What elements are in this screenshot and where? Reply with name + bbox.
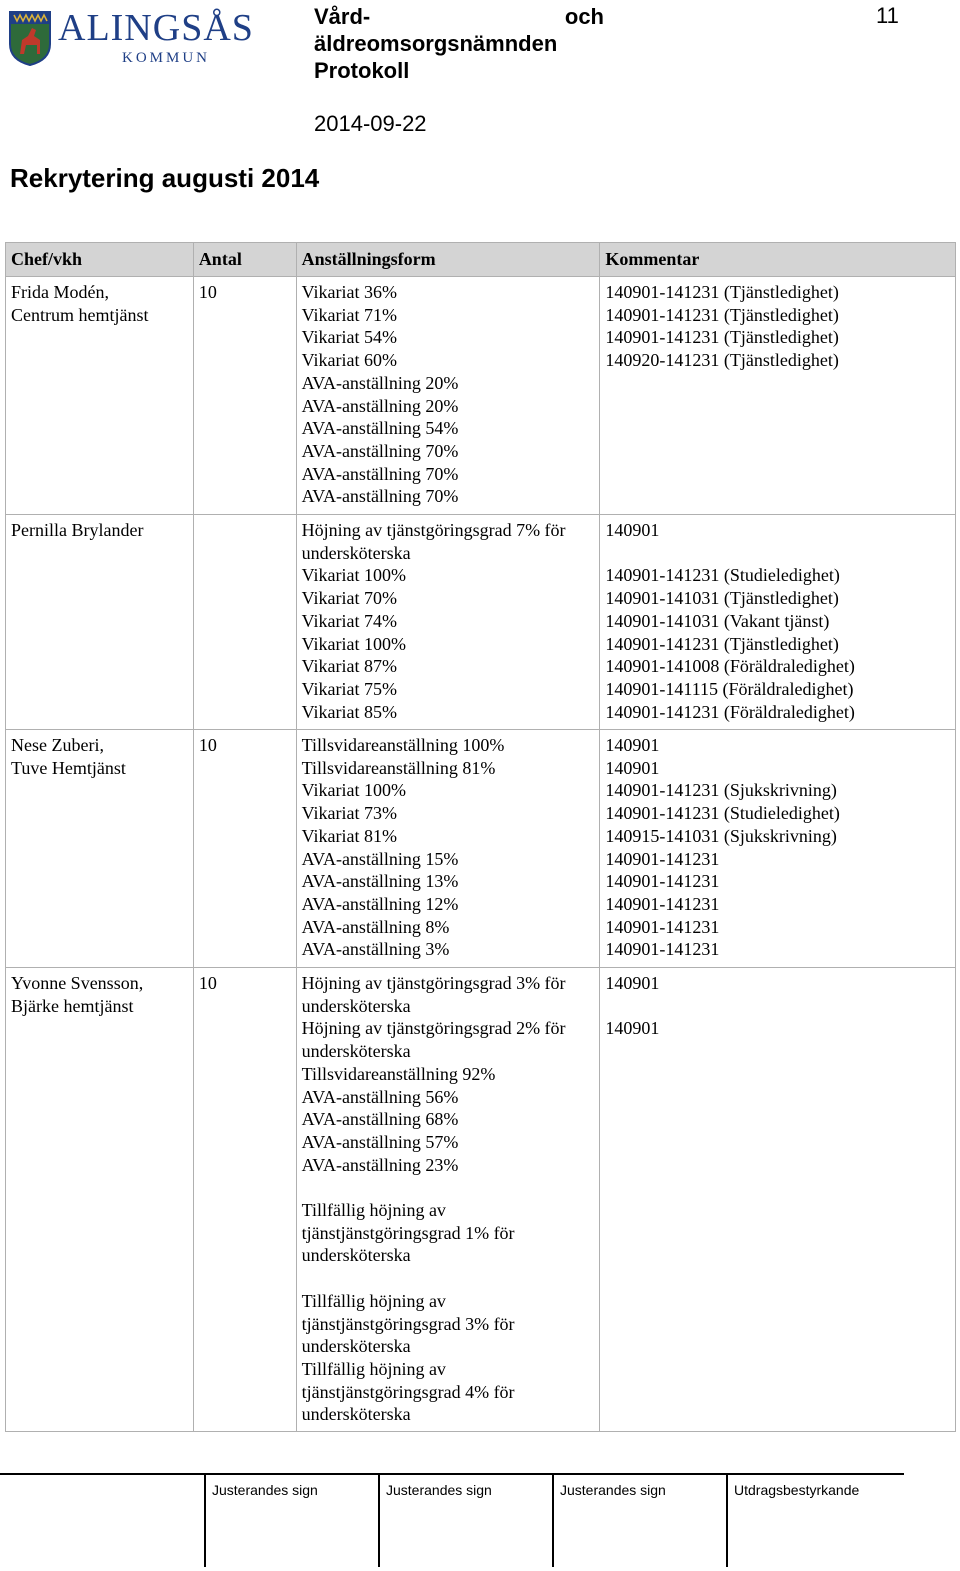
- employment-item: Tillsvidareanställning 92%: [301, 1063, 496, 1084]
- employment-item: Vikariat 100%: [301, 565, 406, 586]
- signature-box: [378, 1475, 492, 1567]
- employment-item: Höjning av tjänstgöringsgrad 3% för undersköterska: [301, 973, 566, 1016]
- table-row: [6, 730, 956, 968]
- municipality-logo: [8, 6, 278, 66]
- cell-chef: [6, 515, 194, 730]
- comment-item: 140901-141231 (Sjukskrivning): [605, 780, 837, 801]
- employment-item: AVA-anställning 3%: [301, 939, 450, 960]
- cell-antal: [193, 515, 296, 730]
- employment-item: AVA-anställning 23%: [301, 1154, 459, 1175]
- chef-name: Pernilla Brylander: [11, 520, 144, 540]
- comment-item: 140901-141231 (Tjänstledighet): [605, 633, 839, 654]
- cell-anstallningsform: [296, 730, 600, 968]
- cell-anstallningsform: [296, 277, 600, 515]
- comment-item: 140901: [605, 735, 660, 755]
- comment-item: 140901: [605, 520, 660, 540]
- comment-item: 140901: [605, 757, 660, 778]
- table-row: [6, 968, 956, 1432]
- employment-spacer: [302, 1267, 595, 1290]
- comment-item: 140901-141031 (Vakant tjänst): [605, 610, 830, 631]
- comment-item: 140920-141231 (Tjänstledighet): [605, 350, 839, 371]
- employment-item: Vikariat 54%: [301, 327, 397, 348]
- employment-item: Höjning av tjänstgöringsgrad 7% för undersköterska: [301, 520, 566, 563]
- certification-box: [726, 1475, 860, 1567]
- column-header-kommentar: Kommentar: [600, 243, 956, 277]
- employment-item: AVA-anställning 56%: [301, 1086, 459, 1107]
- column-header-chef: Chef/vkh: [6, 243, 194, 277]
- certification-label: Utdragsbestyrkande: [734, 1482, 860, 1498]
- signature-box: [552, 1475, 666, 1567]
- employment-spacer: [302, 1176, 595, 1199]
- comment-spacer: [605, 995, 950, 1018]
- comment-item: 140901-141115 (Föräldraledighet): [605, 678, 854, 699]
- antal-value: 10: [198, 973, 217, 993]
- comment-item: 140901-141231: [605, 848, 720, 869]
- table-row: [6, 515, 956, 730]
- logo-subtitle: KOMMUN: [122, 50, 211, 66]
- comment-item: 140901: [605, 1018, 660, 1039]
- page-title: Rekrytering augusti 2014: [10, 163, 320, 193]
- document-type: Protokoll: [314, 58, 410, 83]
- comment-item: 140901-141231 (Tjänstledighet): [605, 304, 839, 325]
- recruitment-table: [5, 242, 956, 1432]
- employment-item: Tillfällig höjning av tjänstjänstgöringsgrad 4% för undersköterska: [301, 1358, 515, 1425]
- employment-item: AVA-anställning 13%: [301, 871, 459, 892]
- comment-item: 140915-141031 (Sjukskrivning): [605, 825, 837, 846]
- comment-item: 140901-141008 (Föräldraledighet): [605, 656, 855, 677]
- employment-item: Höjning av tjänstgöringsgrad 2% för undersköterska: [301, 1018, 566, 1062]
- coat-of-arms-icon: [8, 10, 52, 66]
- chef-unit: Bjärke hemtjänst: [11, 995, 134, 1016]
- table-header-row: [6, 243, 956, 277]
- employment-item: Vikariat 100%: [301, 633, 406, 654]
- comment-item: 140901-141231 (Studieledighet): [605, 803, 840, 824]
- comment-item: 140901-141231: [605, 871, 720, 892]
- employment-item: Vikariat 60%: [301, 350, 397, 371]
- employment-item: AVA-anställning 20%: [301, 395, 459, 416]
- committee-name-part3: äldreomsorgsnämnden: [314, 31, 558, 56]
- employment-item: Tillsvidareanställning 100%: [301, 735, 505, 755]
- signature-label: Justerandes sign: [386, 1482, 492, 1498]
- meeting-date: 2014-09-22: [314, 111, 427, 136]
- cell-chef: [6, 968, 194, 1432]
- employment-item: AVA-anställning 68%: [301, 1109, 459, 1130]
- comment-item: 140901-141231: [605, 893, 720, 914]
- committee-name-part1: Vård-: [314, 4, 371, 29]
- employment-item: Vikariat 71%: [301, 304, 397, 325]
- chef-unit: Tuve Hemtjänst: [11, 757, 126, 778]
- employment-item: AVA-anställning 20%: [301, 372, 459, 393]
- cell-antal: [193, 277, 296, 515]
- cell-chef: [6, 277, 194, 515]
- signature-label: Justerandes sign: [212, 1482, 318, 1498]
- comment-item: 140901-141231: [605, 916, 720, 937]
- employment-item: Vikariat 70%: [301, 588, 397, 609]
- cell-kommentar: [600, 730, 956, 968]
- antal-value: 10: [198, 282, 217, 302]
- signature-label: Justerandes sign: [560, 1482, 666, 1498]
- antal-value: 10: [198, 735, 217, 755]
- employment-item: Tillfällig höjning av tjänstjänstgöringsgrad 1% för undersköterska: [301, 1200, 515, 1266]
- employment-item: Vikariat 74%: [301, 610, 397, 631]
- employment-item: Tillfällig höjning av tjänstjänstgöringsgrad 3% för undersköterska: [301, 1290, 515, 1357]
- comment-item: 140901-141231: [605, 939, 720, 960]
- employment-item: AVA-anställning 70%: [301, 486, 459, 507]
- committee-header: [314, 3, 604, 84]
- cell-anstallningsform: [296, 968, 600, 1432]
- chef-name: Nese Zuberi,: [11, 735, 104, 755]
- employment-item: AVA-anställning 57%: [301, 1131, 459, 1152]
- column-header-anstallningsform: Anställningsform: [296, 243, 600, 277]
- page-number: 11: [876, 3, 899, 28]
- employment-item: AVA-anställning 15%: [301, 848, 459, 869]
- employment-item: Vikariat 75%: [301, 678, 397, 699]
- committee-name-part2: och: [564, 4, 604, 29]
- cell-antal: [193, 968, 296, 1432]
- cell-kommentar: [600, 968, 956, 1432]
- employment-item: AVA-anställning 54%: [301, 418, 459, 439]
- comment-item: 140901-141231 (Föräldraledighet): [605, 701, 855, 722]
- cell-anstallningsform: [296, 515, 600, 730]
- comment-item: 140901-141231 (Tjänstledighet): [605, 327, 839, 348]
- comment-spacer: [605, 542, 950, 565]
- signature-box: [204, 1475, 318, 1567]
- chef-name: Frida Modén,: [11, 282, 109, 302]
- comment-item: 140901-141031 (Tjänstledighet): [605, 588, 839, 609]
- employment-item: AVA-anställning 70%: [301, 463, 459, 484]
- employment-item: Vikariat 36%: [301, 282, 397, 302]
- comment-item: 140901-141231 (Tjänstledighet): [605, 282, 839, 302]
- cell-kommentar: [600, 515, 956, 730]
- cell-chef: [6, 730, 194, 968]
- employment-item: Vikariat 87%: [301, 656, 397, 677]
- employment-item: Vikariat 81%: [301, 825, 397, 846]
- table-row: [6, 277, 956, 515]
- footer-rule: [0, 1473, 904, 1475]
- logo-wordmark: ALINGSÅS: [58, 7, 254, 49]
- chef-unit: Centrum hemtjänst: [11, 304, 149, 325]
- employment-item: Vikariat 73%: [301, 803, 397, 824]
- employment-item: AVA-anställning 12%: [301, 893, 459, 914]
- employment-item: Tillsvidareanställning 81%: [301, 757, 496, 778]
- comment-item: 140901: [605, 973, 660, 993]
- employment-item: AVA-anställning 70%: [301, 440, 459, 461]
- chef-name: Yvonne Svensson,: [11, 973, 144, 993]
- cell-kommentar: [600, 277, 956, 515]
- employment-item: Vikariat 85%: [301, 701, 397, 722]
- employment-item: AVA-anställning 8%: [301, 916, 450, 937]
- cell-antal: [193, 730, 296, 968]
- employment-item: Vikariat 100%: [301, 780, 406, 801]
- column-header-antal: Antal: [193, 243, 296, 277]
- comment-item: 140901-141231 (Studieledighet): [605, 565, 840, 586]
